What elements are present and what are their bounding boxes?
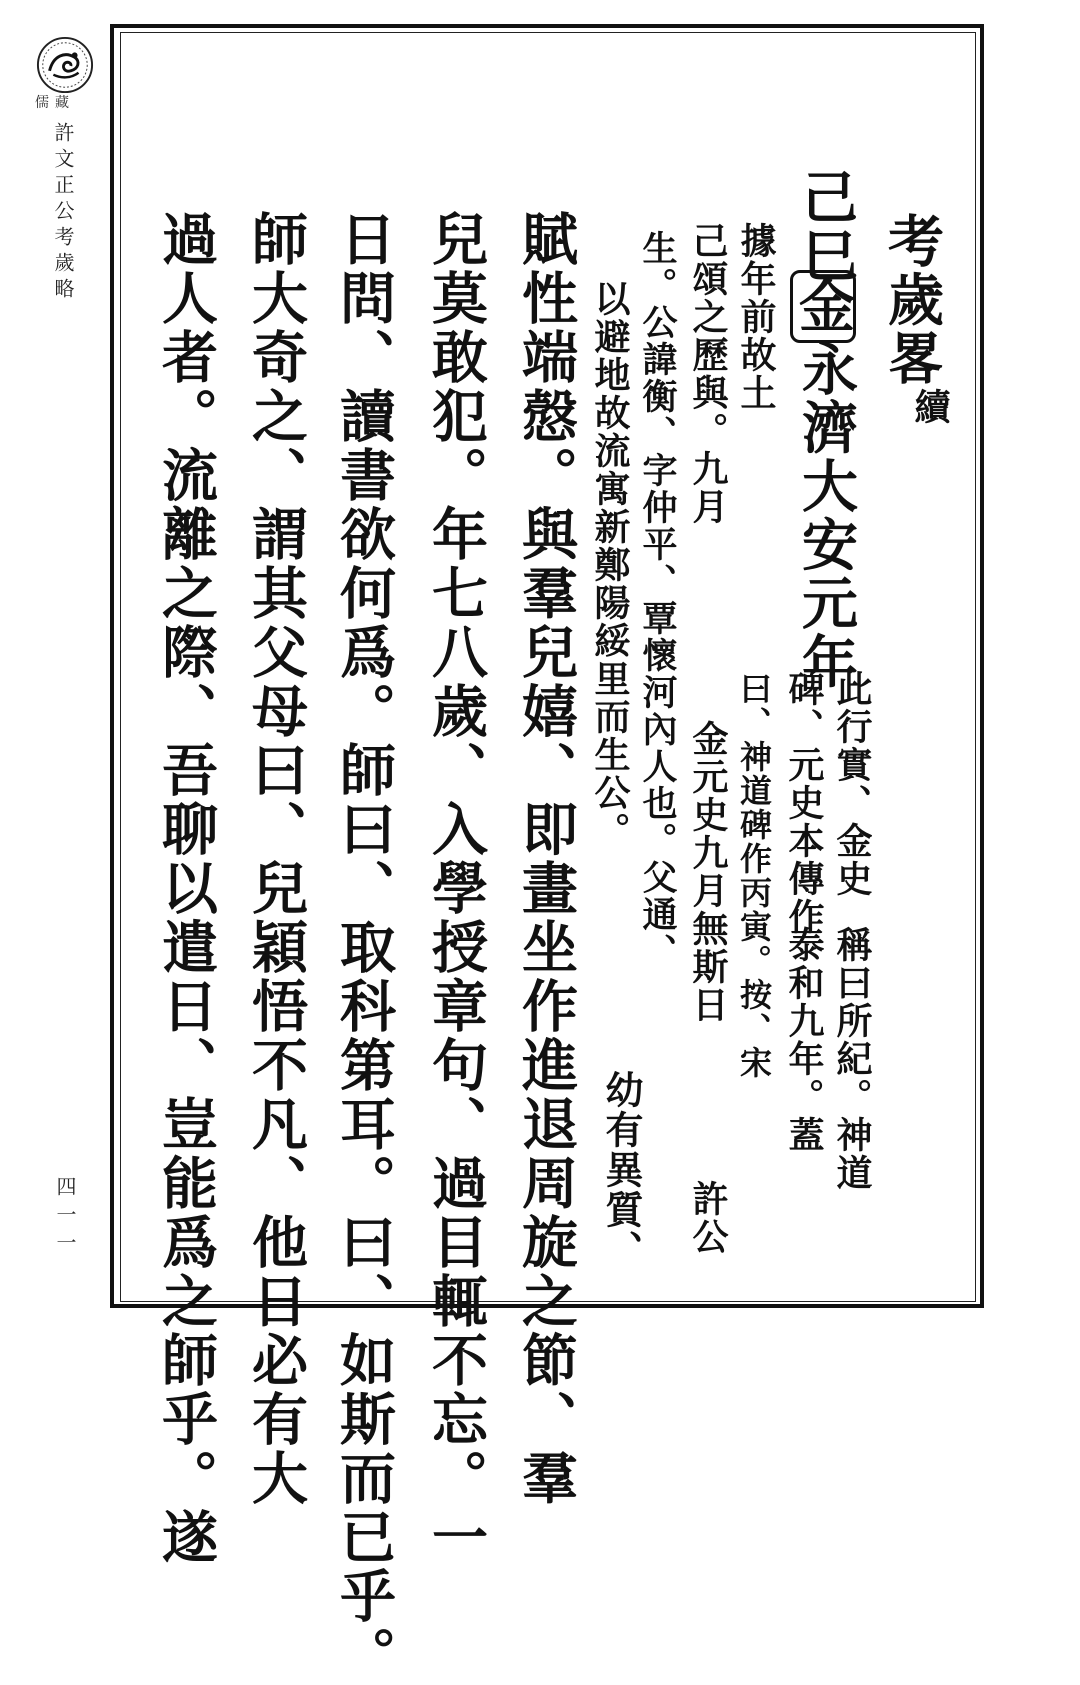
- book-title: 許文正公考歲略: [51, 122, 75, 304]
- chapter-title: 考歲畧: [879, 212, 945, 388]
- note-column-4b: 曰、神道碑作丙寅。按、宋: [735, 672, 773, 1080]
- chapter-subtitle: 續: [909, 388, 951, 426]
- left-margin: [0, 0, 110, 1344]
- text-column-6a: 生。公諱衡、字仲平、覃懷河內人也。父通、: [637, 230, 678, 970]
- text-column-1b: 永濟大安元年: [793, 340, 859, 691]
- text-column-9: 兒莫敢犯。年七八歲、入學授章句、過目輒不忘。一: [423, 210, 489, 1567]
- page-number: 四一一: [53, 1176, 77, 1260]
- text-column-1-marked: [790, 268, 856, 345]
- note-column-5a: 己頌之歷與。九月: [687, 222, 729, 526]
- text-column-6b: 幼有異質、: [599, 1070, 644, 1270]
- note-column-2a: 此行實、金史: [831, 670, 873, 898]
- note-column-2b: 稱曰所紀。神道: [831, 926, 873, 1192]
- note-column-5b: 金元史九月無斯日: [687, 720, 729, 1024]
- note-column-4c: 許公: [687, 1180, 729, 1256]
- note-column-4a: 據年前故土: [735, 222, 777, 412]
- text-column-8: 賦性端慤。與羣兒嬉、即畫坐作進退周旋之節、羣: [513, 210, 579, 1508]
- text-column-12: 過人者。流離之際、吾聊以遣日、豈能爲之師乎。遂: [153, 210, 219, 1567]
- text-column-10: 日問、讀書欲何爲。師曰、取科第耳。曰、如斯而已乎。: [331, 210, 397, 1685]
- brand-label: 儒藏: [35, 95, 75, 111]
- seal-logo-icon: [36, 36, 94, 94]
- text-column-1a: 己巳: [793, 168, 859, 285]
- note-column-3b: 泰和九年。蓋: [783, 926, 825, 1154]
- boxed-char: 金: [790, 270, 856, 343]
- note-column-3a: 碑、元史本傳作: [783, 670, 825, 936]
- text-column-11: 師大奇之、謂其父母曰、兒穎悟不凡、他日必有大: [243, 210, 309, 1508]
- text-column-7: 以避地故流寓新鄭陽綏里而生公。: [589, 280, 631, 850]
